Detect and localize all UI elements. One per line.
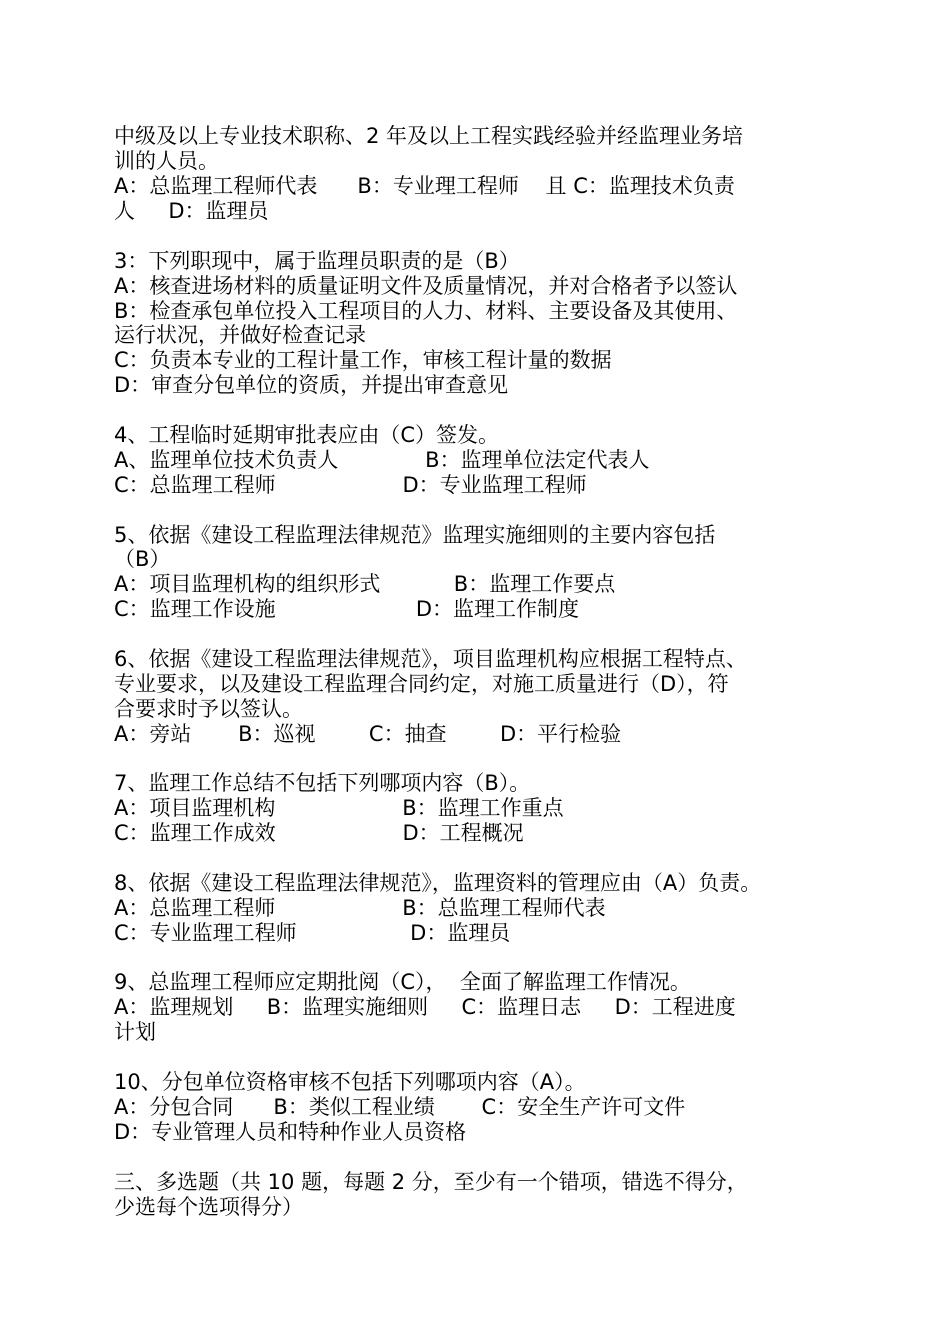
text-line: 计划 (114, 1020, 156, 1044)
section-heading: 三、多选题（共 10 题，每题 2 分，至少有一个错项，错选不得分， (114, 1170, 748, 1194)
option-line: C：总监理工程师 D：专业监理工程师 (114, 473, 587, 497)
text-line: A：总监理工程师代表 B：专业理工程师 且 C：监理技术负责 (114, 174, 735, 198)
text-line: 合要求时予以签认。 (114, 697, 303, 721)
option-line: A：分包合同 B：类似工程业绩 C：安全生产许可文件 (114, 1095, 686, 1119)
question-7: 7、监理工作总结不包括下列哪项内容（B）。 (114, 771, 531, 795)
question-9: 9、总监理工程师应定期批阅（C）， 全面了解监理工作情况。 (114, 970, 691, 994)
option-line: A：旁站 B：巡视 C：抽查 D：平行检验 (114, 722, 622, 746)
question-5: 5、依据《建设工程监理法律规范》监理实施细则的主要内容包括 (114, 523, 716, 547)
option-line: A、监理单位技术负责人 B：监理单位法定代表人 (114, 448, 650, 472)
text-line: 人 D：监理员 (114, 199, 269, 223)
option-line: B：检查承包单位投入工程项目的人力、材料、主要设备及其使用、 (114, 299, 738, 323)
option-line: C：负责本专业的工程计量工作，审核工程计量的数据 (114, 348, 612, 372)
text-line: 少选每个选项得分） (114, 1195, 303, 1219)
option-line: A：总监理工程师 B：总监理工程师代表 (114, 896, 606, 920)
text-line: 专业要求，以及建设工程监理合同约定，对施工质量进行（D），符 (114, 672, 729, 696)
option-line: C：监理工作成效 D：工程概况 (114, 821, 524, 845)
text-line: 中级及以上专业技术职称、2 年及以上工程实践经验并经监理业务培 (114, 124, 744, 148)
question-6: 6、依据《建设工程监理法律规范》，项目监理机构应根据工程特点、 (114, 647, 747, 671)
option-line: D：专业管理人员和特种作业人员资格 (114, 1120, 467, 1144)
option-line: C：监理工作设施 D：监理工作制度 (114, 597, 580, 621)
option-line: A：项目监理机构的组织形式 B：监理工作要点 (114, 572, 616, 596)
option-line: A：核查进场材料的质量证明文件及质量情况，并对合格者予以签认 (114, 274, 738, 298)
text-line: （B） (114, 547, 171, 571)
option-line: A：监理规划 B：监理实施细则 C：监理日志 D：工程进度 (114, 995, 736, 1019)
text-line: 训的人员。 (114, 149, 219, 173)
option-line: A：项目监理机构 B：监理工作重点 (114, 796, 564, 820)
question-4: 4、工程临时延期审批表应由（C）签发。 (114, 423, 500, 447)
question-8: 8、依据《建设工程监理法律规范》，监理资料的管理应由（A）负责。 (114, 871, 762, 895)
question-3: 3：下列职现中，属于监理员职责的是（B） (114, 249, 520, 273)
question-10: 10、分包单位资格审核不包括下列哪项内容（A）。 (114, 1070, 586, 1094)
option-line: D：审查分包单位的资质，并提出审查意见 (114, 373, 509, 397)
option-line: C：专业监理工程师 D：监理员 (114, 921, 511, 945)
option-line: 运行状况，并做好检查记录 (114, 323, 366, 347)
